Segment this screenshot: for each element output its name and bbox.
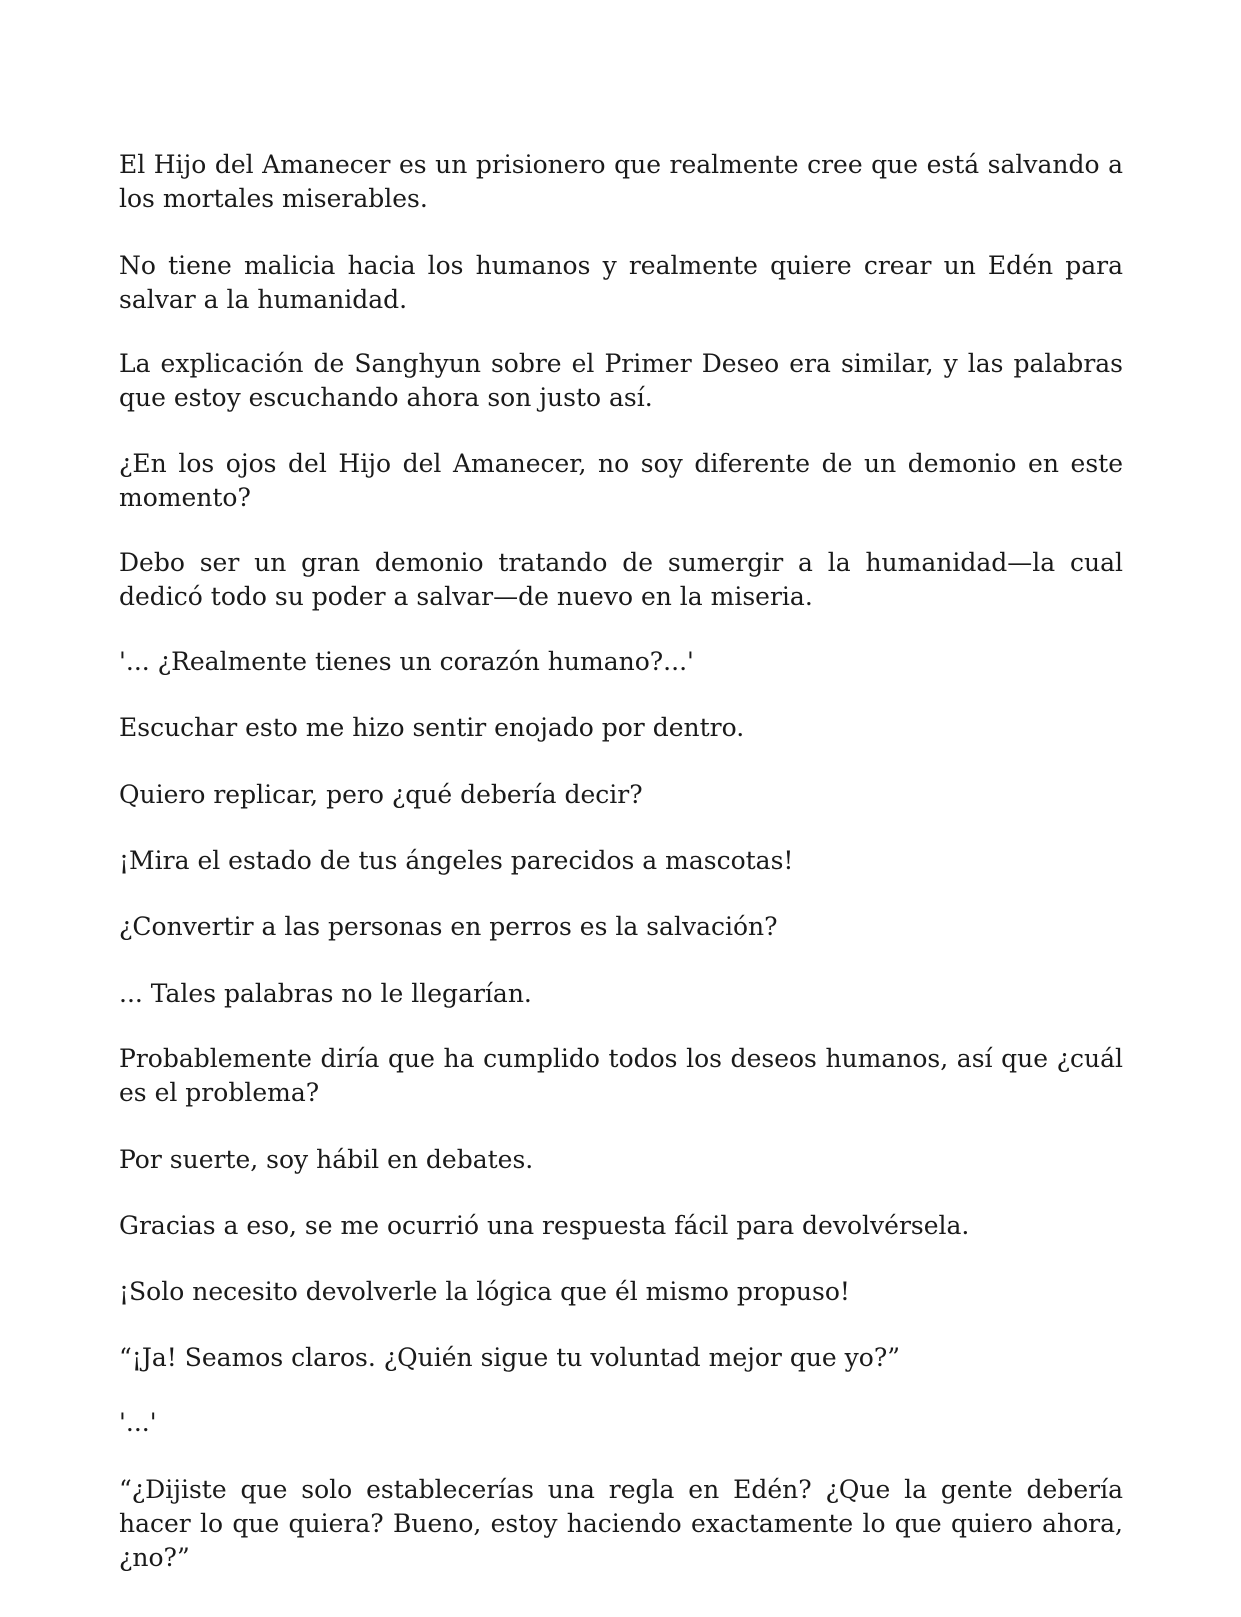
paragraph-6: '... ¿Realmente tienes un corazón humano?...' — [119, 647, 694, 676]
paragraph-5: Debo ser un gran demonio tratando de sumergir a la humanidad—la cual dedicó todo su poder a salvar—de nuevo en la miseria. — [119, 548, 1123, 611]
paragraph-8: Quiero replicar, pero ¿qué debería decir? — [119, 780, 643, 809]
paragraph-17: '...' — [119, 1408, 157, 1437]
paragraph-11: ... Tales palabras no le llegarían. — [119, 979, 532, 1008]
paragraph-3: La explicación de Sanghyun sobre el Primer Deseo era similar, y las palabras que estoy escuchando ahora son justo así. — [119, 349, 1123, 412]
paragraph-16: “¡Ja! Seamos claros. ¿Quién sigue tu voluntad mejor que yo?” — [119, 1343, 901, 1372]
paragraph-13: Por suerte, soy hábil en debates. — [119, 1145, 534, 1174]
paragraph-2: No tiene malicia hacia los humanos y realmente quiere crear un Edén para salvar a la humanidad. — [119, 251, 1123, 314]
paragraph-9: ¡Mira el estado de tus ángeles parecidos a mascotas! — [119, 846, 794, 875]
paragraph-12: Probablemente diría que ha cumplido todos los deseos humanos, así que ¿cuál es el problema? — [119, 1044, 1123, 1107]
paragraph-1: El Hijo del Amanecer es un prisionero que realmente cree que está salvando a los mortales miserables. — [119, 150, 1123, 213]
paragraph-10: ¿Convertir a las personas en perros es la salvación? — [119, 912, 778, 941]
paragraph-15: ¡Solo necesito devolverle la lógica que él mismo propuso! — [119, 1277, 850, 1306]
paragraph-18: “¿Dijiste que solo establecerías una regla en Edén? ¿Que la gente debería hacer lo que quiera? Bueno, estoy haciendo exactamente lo que quiero ahora, ¿no?” — [119, 1475, 1123, 1572]
paragraph-4: ¿En los ojos del Hijo del Amanecer, no soy diferente de un demonio en este momento? — [119, 449, 1123, 512]
paragraph-7: Escuchar esto me hizo sentir enojado por dentro. — [119, 713, 745, 742]
paragraph-14: Gracias a eso, se me ocurrió una respuesta fácil para devolvérsela. — [119, 1211, 970, 1240]
